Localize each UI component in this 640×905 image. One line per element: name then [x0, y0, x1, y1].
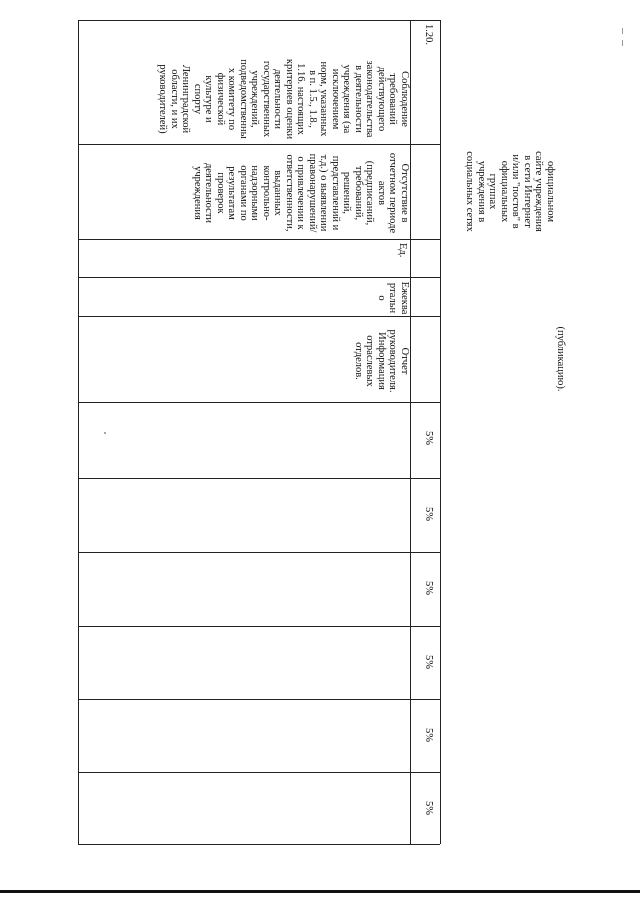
text-line: в сети Интернет: [522, 155, 533, 228]
text-line: сайте учреждения: [533, 151, 545, 232]
text-line: группах: [487, 173, 499, 210]
value-cell: [410, 772, 440, 844]
text-line: руководителя.: [387, 329, 399, 393]
text-line: (предписаний,: [364, 160, 376, 226]
scan-speck: [104, 432, 106, 434]
unit-cell: [78, 239, 410, 277]
table-line: [78, 626, 440, 627]
table-border-top: [78, 20, 440, 21]
text-line: деятельности: [272, 68, 284, 130]
text-line: критериев оценки: [284, 58, 295, 140]
table-line: [78, 552, 440, 553]
text-line: деятельности: [203, 162, 215, 224]
text-line: о привлечении к: [295, 156, 307, 230]
text-line: официальном: [545, 160, 556, 222]
text-line: Ежеква: [399, 281, 410, 315]
method-cell: [78, 316, 410, 402]
criterion-text: [90, 54, 410, 144]
text-line: руководителей): [157, 64, 169, 134]
value-text: 5%: [423, 431, 434, 445]
text-line: ответственности,: [284, 154, 295, 232]
text-line: Соблюдение: [399, 71, 410, 127]
text-line: отраслевых: [364, 335, 376, 387]
text-line: выданных: [272, 170, 284, 216]
value-text: 5%: [423, 728, 434, 742]
value-cell: [410, 478, 440, 552]
text-line: органами по: [238, 165, 249, 221]
text-line: результатам: [226, 166, 238, 220]
text-line: государственных: [261, 60, 272, 138]
text-line: отчетном периоде: [387, 152, 399, 234]
text-line: области, и их: [169, 69, 180, 129]
table-border-bottom: [78, 844, 440, 845]
text-line: (публикацию).: [555, 326, 566, 392]
criterion-cell: [78, 50, 410, 144]
text-line: отделов.: [353, 342, 364, 380]
scan-bottom-edge: [0, 890, 640, 893]
text-line: официальных: [499, 160, 510, 223]
table-line: [78, 699, 440, 700]
text-line: о: [376, 295, 387, 301]
text-line: надзорными: [249, 165, 261, 221]
text-line: норм, указанных: [318, 61, 330, 137]
table-line: [78, 772, 440, 773]
prev-method-text: [552, 316, 566, 402]
value-text: 5%: [423, 507, 434, 521]
text-line: правонарушений/: [307, 153, 318, 233]
text-line: в деятельности: [353, 65, 364, 133]
text-line: Отсутствие в: [399, 163, 410, 223]
period-cell: [78, 277, 410, 316]
text-line: Ленинградской: [180, 64, 192, 134]
text-line: законодательства: [364, 60, 376, 138]
text-line: культуре и: [203, 75, 215, 123]
text-line: спорту: [192, 83, 203, 115]
text-line: х комитету по: [226, 67, 238, 131]
text-line: требований,: [353, 165, 364, 221]
text-line: социальных сетях: [464, 151, 476, 232]
text-line: подведомственны: [238, 59, 249, 139]
row-number-cell: [410, 20, 440, 50]
method-text: [340, 320, 410, 402]
text-line: представлений и: [330, 155, 341, 231]
value-cell: [410, 699, 440, 772]
text-line: решений,: [341, 171, 353, 215]
unit-value: Ед.: [397, 243, 408, 258]
text-line: и/или "постов" в: [510, 154, 522, 229]
text-line: учреждений,: [249, 70, 261, 128]
prev-indicator-cell: [440, 144, 556, 239]
value-text: 5%: [423, 655, 434, 669]
value-cell: [410, 402, 440, 478]
text-line: в п. 1.5., 1.8.,: [307, 70, 318, 128]
text-line: актов: [376, 180, 387, 206]
text-line: физической: [215, 72, 226, 126]
text-line: Информация: [376, 332, 387, 390]
text-line: Отчет: [399, 347, 410, 375]
text-line: ртальн: [387, 282, 399, 314]
value-text: 5%: [423, 581, 434, 595]
text-line: 1.16. настоящих: [295, 63, 307, 135]
period-text: [370, 280, 410, 316]
table-line: [78, 478, 440, 479]
text-line: учреждения: [192, 166, 203, 220]
value-cell: [410, 552, 440, 626]
indicator-text: [90, 147, 410, 239]
row-number: 1.20.: [423, 24, 434, 45]
text-line: требований: [387, 73, 399, 125]
prev-indicator-text: [440, 144, 556, 239]
scan-mark: [622, 40, 623, 46]
text-line: исключением: [330, 68, 341, 130]
text-line: контрольно-: [261, 165, 272, 221]
text-line: т.д.) о выявлении: [318, 154, 330, 232]
text-line: учреждения (за: [341, 64, 353, 134]
text-line: учреждения в: [476, 160, 487, 223]
text-line: проверок: [215, 172, 226, 214]
scan-mark: [622, 28, 623, 34]
value-text: 5%: [423, 801, 434, 815]
table-line: [78, 402, 440, 403]
indicator-cell: [78, 144, 410, 239]
text-line: действующего: [376, 66, 387, 132]
prev-method-cell: [546, 316, 576, 402]
value-cell: [410, 626, 440, 699]
